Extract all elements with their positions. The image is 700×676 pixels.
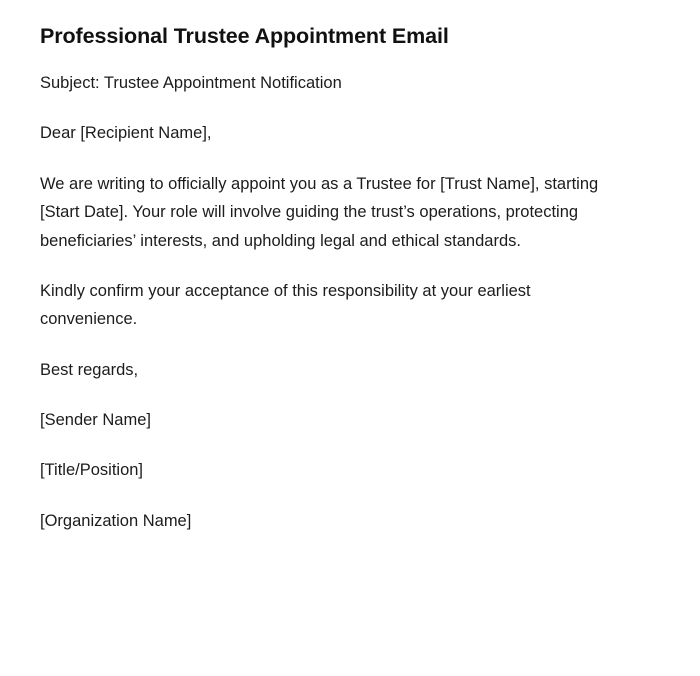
paragraph-body-confirmation: Kindly confirm your acceptance of this responsibility at your earliest convenience.	[40, 281, 531, 329]
paragraph-sender-title: [Title/Position]	[40, 461, 144, 480]
page-title: Professional Trustee Appointment Email	[40, 24, 449, 48]
paragraph-body-appointment: We are writing to officially appoint you as a Trustee for [Trust Name], starting [Start Date]. Your role will involve guiding the trust’s operations, protecting beneficiaries’ interests, and upholding legal and ethical standards.	[40, 174, 599, 250]
paragraph-salutation: Dear [Recipient Name],	[40, 124, 212, 143]
paragraph-organization-name: [Organization Name]	[40, 511, 192, 530]
paragraph-sender-name: [Sender Name]	[40, 411, 151, 430]
paragraph-closing: Best regards,	[40, 360, 139, 379]
paragraph-subject: Subject: Trustee Appointment Notification	[40, 74, 342, 93]
